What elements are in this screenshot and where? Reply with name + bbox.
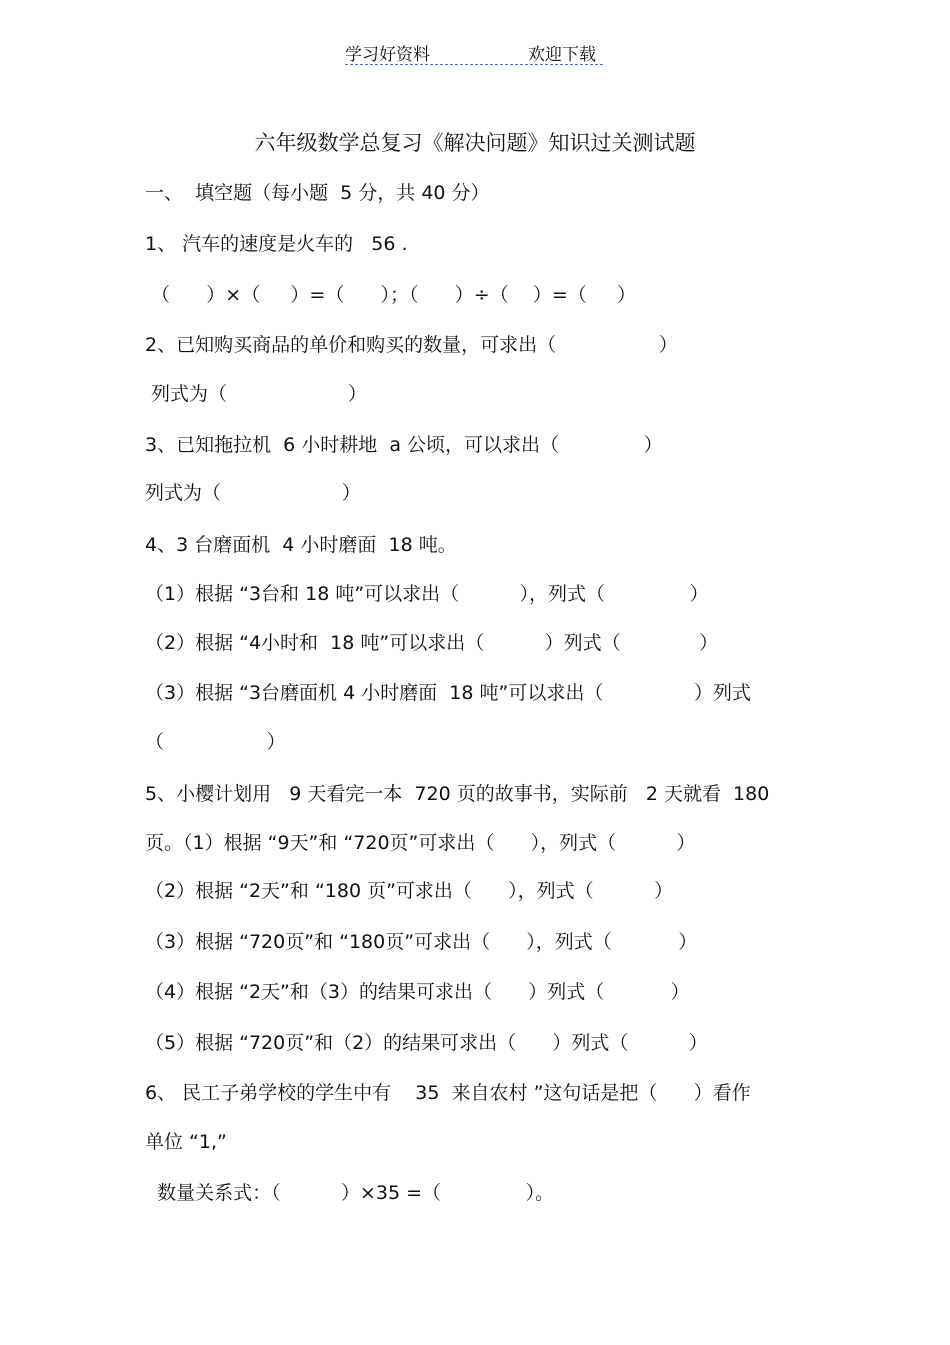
question-4: 4、3 台磨面机 4 小时磨面 18 吨。 <box>145 534 457 556</box>
page-header <box>345 40 605 68</box>
question-3-formula: 列式为（ ） <box>145 482 361 504</box>
question-5: 5、小樱计划用 9 天看完一本 720 页的故事书，实际前 2 天就看 180 <box>145 783 770 805</box>
question-1-blanks: （ ）×（ ）=（ ）；（ ）÷（ ）=（ ） <box>145 284 636 306</box>
question-2-formula: 列式为（ ） <box>145 383 367 405</box>
question-2: 2、已知购买商品的单价和购买的数量，可求出（ ） <box>145 334 678 356</box>
question-4-part-1: （1）根据 “3台和 18 吨”可以求出（ ），列式（ ） <box>145 583 709 605</box>
header-right-text: 欢迎下载 <box>528 45 596 65</box>
question-4-part-3: （3）根据 “3台磨面机 4 小时磨面 18 吨”可以求出（ ）列式 <box>145 682 751 704</box>
question-5-part-4: （4）根据 “2天”和（3）的结果可求出（ ）列式（ ） <box>145 981 690 1003</box>
question-6-continued: 单位 “1,” <box>145 1131 227 1153</box>
question-4-part-2: （2）根据 “4小时和 18 吨”可以求出（ ）列式（ ） <box>145 632 719 654</box>
question-6-relation: 数量关系式：（ ）×35 =（ ）。 <box>145 1182 555 1204</box>
question-6: 6、 民工子弟学校的学生中有 35 来自农村 ”这句话是把（ ）看作 <box>145 1082 751 1104</box>
question-5-part-1: 页。（1）根据 “9天”和 “720页”可求出（ ），列式（ ） <box>145 832 696 854</box>
section-heading-fill-blank: 一、 填空题（每小题 5 分，共 40 分） <box>145 182 490 204</box>
question-1: 1、 汽车的速度是火车的 56 . <box>145 233 408 255</box>
question-5-part-3: （3）根据 “720页”和 “180页”可求出（ ），列式（ ） <box>145 931 698 953</box>
question-4-part-3-formula: （ ） <box>145 731 286 753</box>
question-5-part-5: （5）根据 “720页”和（2）的结果可求出（ ）列式（ ） <box>145 1032 708 1054</box>
question-3: 3、已知拖拉机 6 小时耕地 a 公顷，可以求出（ ） <box>145 434 663 456</box>
header-left-text: 学习好资料 <box>345 45 430 65</box>
document-title: 六年级数学总复习《解决问题》知识过关测试题 <box>254 131 696 155</box>
question-5-part-2: （2）根据 “2天”和 “180 页”可求出（ ），列式（ ） <box>145 880 674 902</box>
header-dashed-rule <box>345 64 603 65</box>
